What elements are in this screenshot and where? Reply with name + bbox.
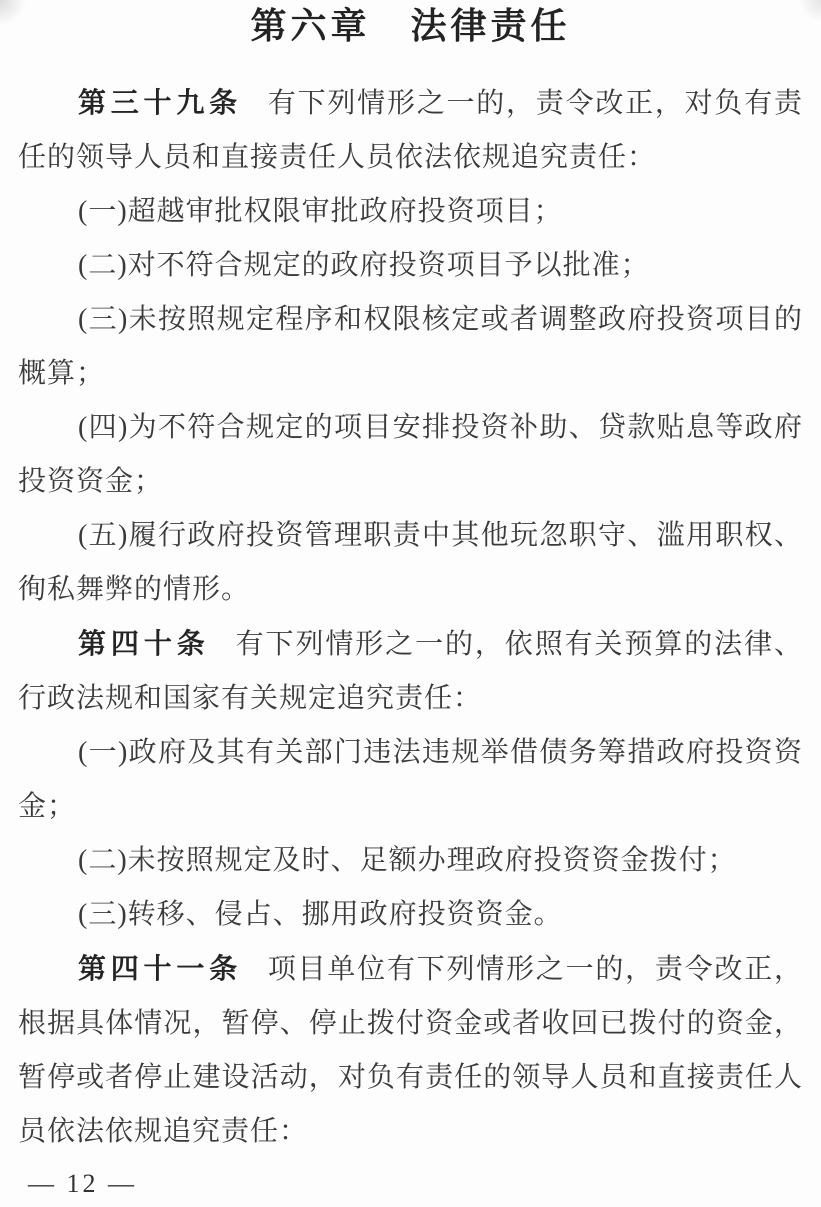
article-40-paragraph (18, 617, 803, 726)
chapter-title: 第六章 法律责任 (250, 5, 571, 46)
article-40-item-3: (三)转移、侵占、挪用政府投资资金。 (78, 899, 563, 930)
article-39-item-5: (五)履行政府投资管理职责中其他玩忽职守、滥用职权、徇私舞弊的情形。 (18, 520, 803, 605)
article-40-number: 第四十条 (78, 628, 210, 659)
article-39-paragraph (18, 76, 803, 185)
article-39-number: 第三十九条 (78, 87, 242, 118)
article-39-intro: 有下列情形之一的，责令改正，对负有责任的领导人员和直接责任人员依法依规追究责任： (18, 88, 803, 173)
article-39-item-3: (三)未按照规定程序和权限核定或者调整政府投资项目的概算； (18, 304, 803, 389)
article-41-paragraph (18, 942, 803, 1159)
article-40-item-2: (二)未按照规定及时、足额办理政府投资资金拨付； (78, 845, 737, 876)
article-41-intro: 项目单位有下列情形之一的，责令改正，根据具体情况，暂停、停止拨付资金或者收回已拨付的资金，暂停或者停止建设活动，对负有责任的领导人员和直接责任人员依法依规追究责任： (18, 954, 803, 1147)
article-39-item-4: (四)为不符合规定的项目安排投资补助、贷款贴息等政府投资资金； (18, 412, 803, 497)
article-40-intro: 有下列情形之一的，依照有关预算的法律、行政法规和国家有关规定追究责任： (18, 629, 803, 714)
article-40-item-1: (一)政府及其有关部门违法违规举借债务筹措政府投资资金； (18, 737, 803, 822)
article-41-number: 第四十一条 (78, 953, 242, 984)
article-39-item-1: (一)超越审批权限审批政府投资项目； (78, 196, 563, 227)
document-body (18, 76, 803, 1159)
article-39-item-2: (二)对不符合规定的政府投资项目予以批准； (78, 250, 650, 281)
page-number: — 12 — (28, 1169, 137, 1198)
